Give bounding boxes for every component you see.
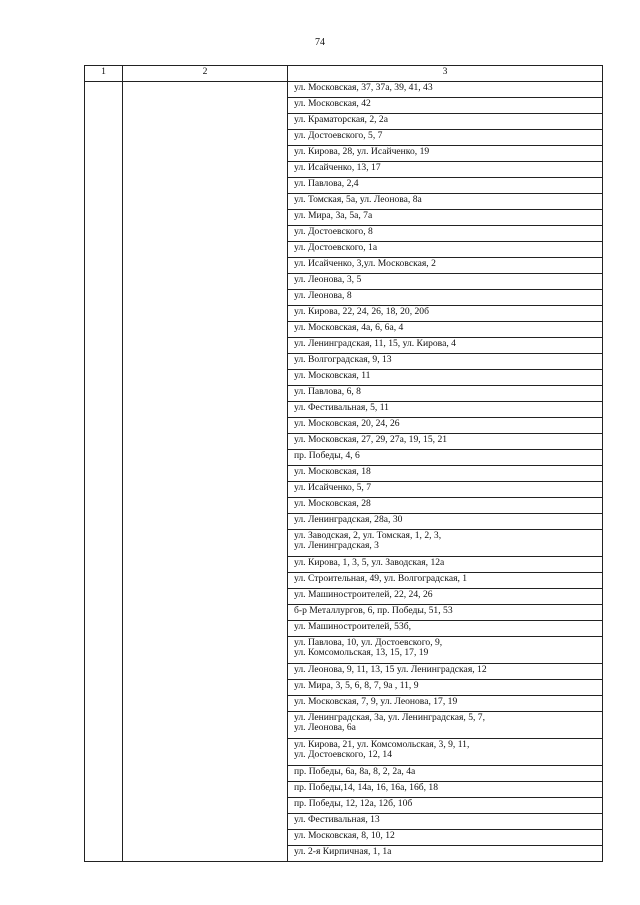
address-line: пр. Победы,14, 14а, 16, 16а, 16б, 18: [294, 782, 439, 793]
address-cell: [288, 830, 603, 846]
address-cell: [288, 573, 603, 589]
address-line: ул. Леонова, 8: [294, 290, 352, 301]
address-line: ул. Московская, 4а, 6, 6а, 4: [294, 322, 404, 333]
address-cell: [288, 466, 603, 482]
address-line: ул. Комсомольская, 13, 15, 17, 19: [294, 647, 429, 658]
address-cell: [288, 386, 603, 402]
column-header-1: 1: [85, 66, 123, 82]
column-1-cell: [85, 82, 123, 862]
address-line: ул. Исайченко, 5, 7: [294, 482, 372, 493]
address-cell: [288, 514, 603, 530]
address-cell: [288, 498, 603, 514]
address-cell: [288, 306, 603, 322]
address-cell: [288, 322, 603, 338]
address-line: ул. Ленинградская, 3а, ул. Ленинградская, 5, 7,: [294, 712, 485, 723]
address-cell: [288, 814, 603, 830]
address-line: ул. Ленинградская, 11, 15, ул. Кирова, 4: [294, 338, 456, 349]
address-line: ул. Кирова, 28, ул. Исайченко, 19: [294, 146, 430, 157]
address-cell: [288, 637, 603, 664]
address-cell: [288, 696, 603, 712]
address-cell: [288, 354, 603, 370]
address-line: ул. Машиностроителей, 22, 24, 26: [294, 589, 433, 600]
address-cell: [288, 98, 603, 114]
address-cell: [288, 739, 603, 766]
address-line: ул. Исайченко, 13, 17: [294, 162, 381, 173]
address-cell: [288, 482, 603, 498]
address-line: ул. Московская, 7, 9, ул. Леонова, 17, 19: [294, 696, 458, 707]
table-row: [85, 82, 603, 98]
address-line: ул. Леонова, 6а: [294, 722, 356, 733]
address-line: ул. Исайченко, 3,ул. Московская, 2: [294, 258, 436, 269]
address-line: ул. Краматорская, 2, 2а: [294, 114, 388, 125]
address-cell: [288, 178, 603, 194]
address-cell: [288, 846, 603, 862]
address-cell: [288, 557, 603, 573]
address-line: ул. Московская, 20, 24, 26: [294, 418, 400, 429]
address-line: ул. Кирова, 1, 3, 5, ул. Заводская, 12а: [294, 557, 445, 568]
address-line: ул. Строительная, 49, ул. Волгоградская, 1: [294, 573, 468, 584]
address-line: ул. Достоевского, 12, 14: [294, 749, 393, 760]
address-line: ул. Мира, 3а, 5а, 7а: [294, 210, 373, 221]
address-cell: [288, 258, 603, 274]
address-cell: [288, 530, 603, 557]
address-line: ул. Фестивальная, 13: [294, 814, 380, 825]
address-line: ул. Московская, 42: [294, 98, 371, 109]
address-line: ул. Московская, 18: [294, 466, 371, 477]
address-line: ул. Достоевского, 8: [294, 226, 373, 237]
address-cell: [288, 290, 603, 306]
address-cell: [288, 146, 603, 162]
address-line: ул. Мира, 3, 5, 6, 8, 7, 9а , 11, 9: [294, 680, 419, 691]
address-line: ул. Достоевского, 1а: [294, 242, 378, 253]
address-cell: [288, 798, 603, 814]
address-cell: [288, 434, 603, 450]
address-cell: [288, 605, 603, 621]
address-line: ул. Ленинградская, 3: [294, 540, 379, 551]
address-line: пр. Победы, 4, 6: [294, 450, 360, 461]
table-header-row: [85, 66, 603, 82]
address-cell: [288, 664, 603, 680]
address-line: б-р Металлургов, 6, пр. Победы, 51, 53: [294, 605, 453, 616]
address-cell: [288, 766, 603, 782]
address-line: ул. Павлова, 2,4: [294, 178, 359, 189]
address-cell: [288, 712, 603, 739]
column-header-3: 3: [288, 66, 603, 82]
address-line: ул. Московская, 27, 29, 27а, 19, 15, 21: [294, 434, 448, 445]
address-line: пр. Победы, 12, 12а, 12б, 10б: [294, 798, 413, 809]
address-cell: [288, 130, 603, 146]
address-cell: [288, 782, 603, 798]
page-number: 74: [315, 37, 325, 48]
address-cell: [288, 418, 603, 434]
address-line: ул. Достоевского, 5, 7: [294, 130, 383, 141]
address-cell: [288, 242, 603, 258]
address-table: [84, 65, 603, 862]
address-cell: [288, 226, 603, 242]
address-cell: [288, 114, 603, 130]
address-cell: [288, 370, 603, 386]
address-line: ул. Томская, 5а, ул. Леонова, 8а: [294, 194, 422, 205]
address-cell: [288, 338, 603, 354]
address-line: ул. Павлова, 6, 8: [294, 386, 361, 397]
address-line: ул. Московская, 37, 37а, 39, 41, 43: [294, 82, 433, 93]
table-body: [85, 82, 603, 862]
address-line: ул. Кирова, 21, ул. Комсомольская, 3, 9, 11,: [294, 739, 470, 750]
column-2-cell: [123, 82, 288, 862]
column-header-2: 2: [123, 66, 288, 82]
address-line: ул. Волгоградская, 9, 13: [294, 354, 392, 365]
address-line: ул. Машиностроителей, 53б,: [294, 621, 412, 632]
address-cell: [288, 402, 603, 418]
address-line: ул. Московская, 28: [294, 498, 371, 509]
address-line: ул. Заводская, 2, ул. Томская, 1, 2, 3,: [294, 530, 442, 541]
address-line: ул. Павлова, 10, ул. Достоевского, 9,: [294, 637, 443, 648]
address-cell: [288, 210, 603, 226]
address-line: ул. 2-я Кирпичная, 1, 1а: [294, 846, 392, 857]
address-cell: [288, 450, 603, 466]
address-cell: [288, 82, 603, 98]
address-line: ул. Леонова, 9, 11, 13, 15 ул. Ленинградская, 12: [294, 664, 487, 675]
address-line: ул. Московская, 11: [294, 370, 371, 381]
address-line: ул. Кирова, 22, 24, 26, 18, 20, 20б: [294, 306, 429, 317]
address-cell: [288, 589, 603, 605]
address-cell: [288, 621, 603, 637]
address-cell: [288, 194, 603, 210]
address-cell: [288, 274, 603, 290]
address-cell: [288, 162, 603, 178]
address-line: ул. Ленинградская, 28а, 30: [294, 514, 403, 525]
address-line: пр. Победы, 6а, 8а, 8, 2, 2а, 4а: [294, 766, 416, 777]
address-line: ул. Леонова, 3, 5: [294, 274, 362, 285]
address-line: ул. Фестивальная, 5, 11: [294, 402, 389, 413]
address-cell: [288, 680, 603, 696]
address-line: ул. Московская, 8, 10, 12: [294, 830, 395, 841]
